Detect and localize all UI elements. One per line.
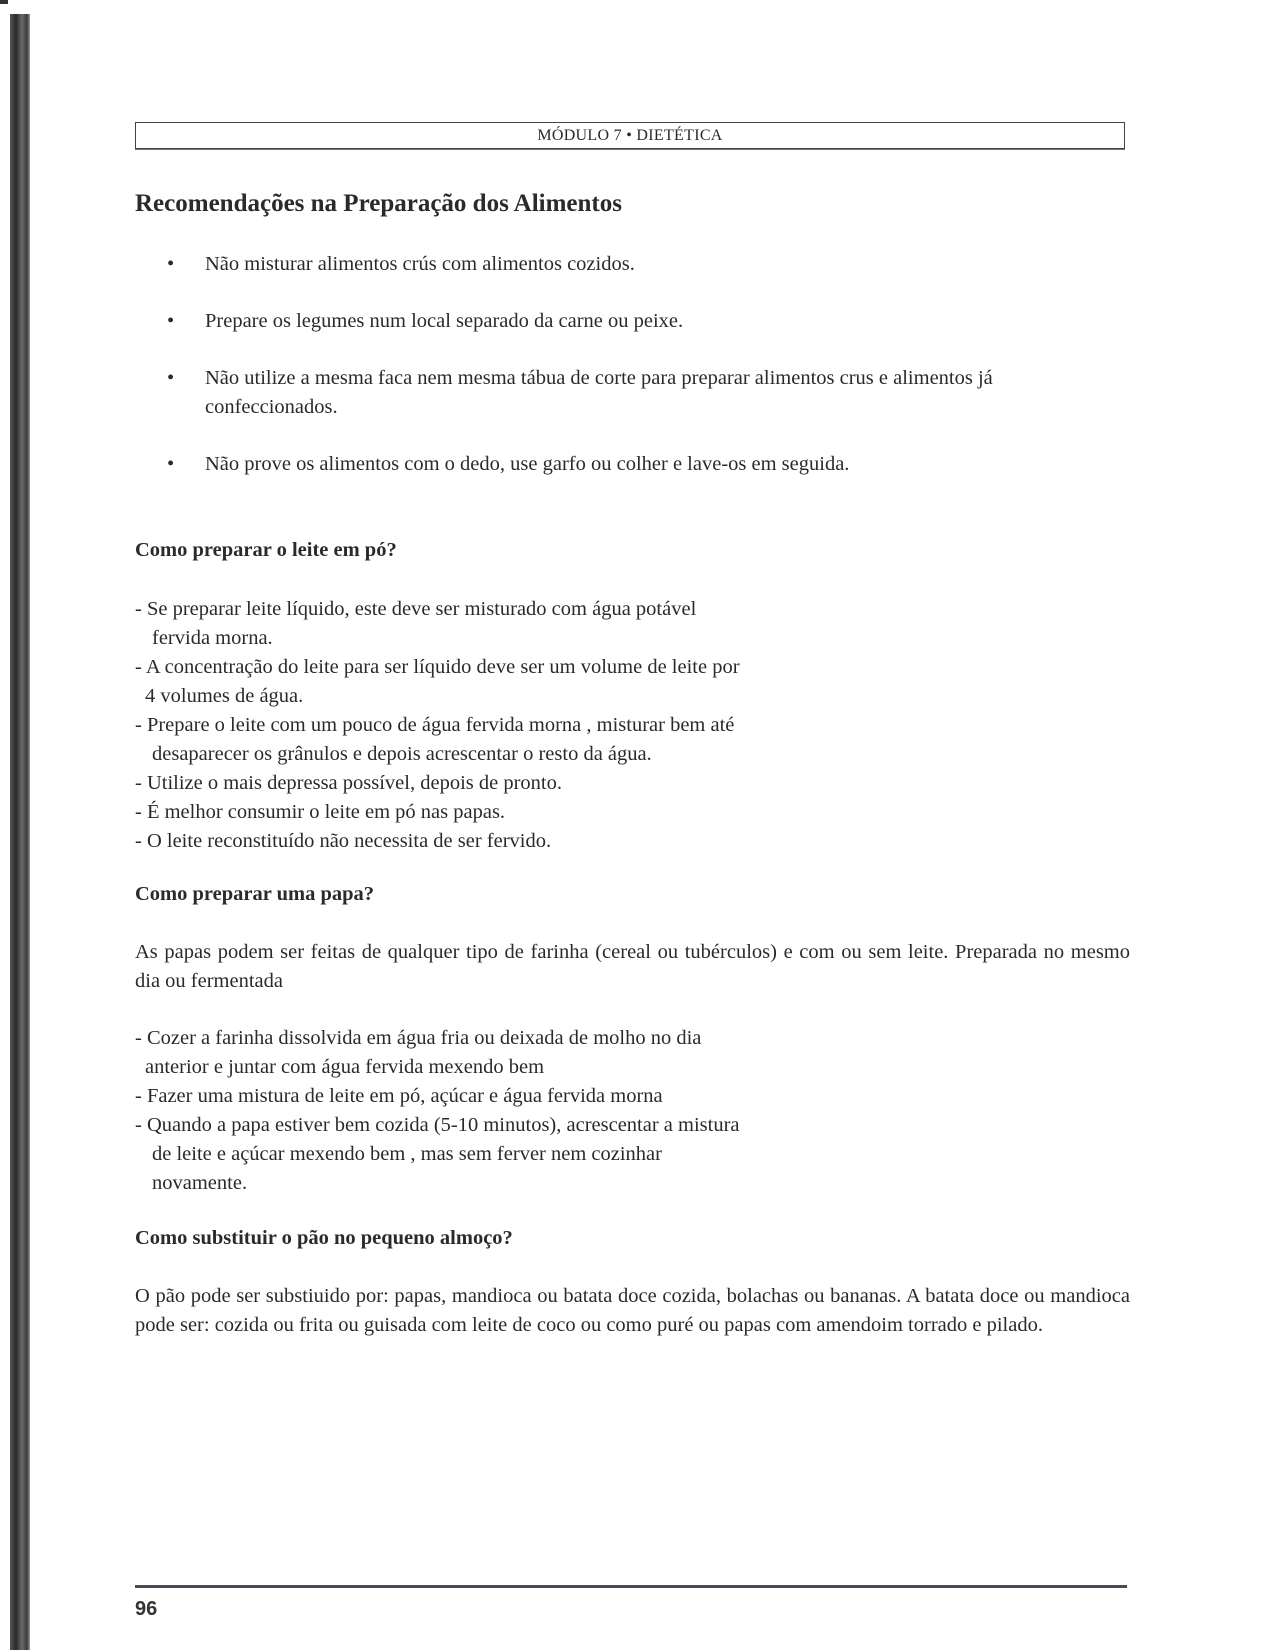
bullet-icon: • <box>167 367 175 389</box>
list-item: • Não misturar alimentos crús com alimentos cozidos. <box>135 250 1130 279</box>
recommendations-list <box>135 250 1130 507</box>
bullet-icon: • <box>167 310 175 332</box>
list-item: • Não utilize a mesma faca nem mesma tábua de corte para preparar alimentos crus e alimentos já confeccionados. <box>135 364 1130 422</box>
scan-mark <box>0 0 8 4</box>
footer-rule <box>135 1585 1127 1588</box>
bullet-icon: • <box>167 253 175 275</box>
scan-binding-edge <box>10 14 30 1650</box>
papa-instructions: - Cozer a farinha dissolvida em água fria ou deixada de molho no dia anterior e juntar com água fervida mexendo bem - Fazer uma mistura de leite em pó, açúcar e água fervida morna - Quando a papa estiver bem cozida (5-10 minutos), acrescentar a mistura de leite e açúcar mexendo bem , mas sem ferver nem cozinhar novamente. <box>135 1027 740 1194</box>
bullet-icon: • <box>167 453 175 475</box>
running-header: MÓDULO 7 • DIETÉTICA <box>135 122 1125 149</box>
papa-heading: Como preparar uma papa? <box>135 883 374 905</box>
list-item: • Não prove os alimentos com o dedo, use garfo ou colher e lave-os em seguida. <box>135 450 1130 479</box>
list-item: • Prepare os legumes num local separado da carne ou peixe. <box>135 307 1130 336</box>
milk-heading: Como preparar o leite em pó? <box>135 539 397 561</box>
page-title: Recomendações na Preparação dos Alimentos <box>135 190 622 217</box>
bread-text: O pão pode ser substiuido por: papas, mandioca ou batata doce cozida, bolachas ou bananas. A batata doce ou mandioca pode ser: cozida ou frita ou guisada com leite de coco ou como puré ou papas com amendoim torrado e pilado. <box>135 1285 1130 1336</box>
papa-intro: As papas podem ser feitas de qualquer tipo de farinha (cereal ou tubérculos) e com ou sem leite. Preparada no mesmo dia ou fermentada <box>135 941 1130 992</box>
bread-heading: Como substituir o pão no pequeno almoço? <box>135 1227 513 1249</box>
milk-instructions: - Se preparar leite líquido, este deve ser misturado com água potável fervida morna. - A concentração do leite para ser líquido deve ser um volume de leite por 4 volumes de água. - Prepare o leite com um pouco de água fervida morna , misturar bem até desaparecer os grânulos e depois acrescentar o resto da água. - Utilize o mais depressa possível, depois de pronto. - É melhor consumir o leite em pó nas papas. - O leite reconstituído não necessita de ser fervido. <box>135 598 740 852</box>
page-number: 96 <box>135 1598 158 1620</box>
